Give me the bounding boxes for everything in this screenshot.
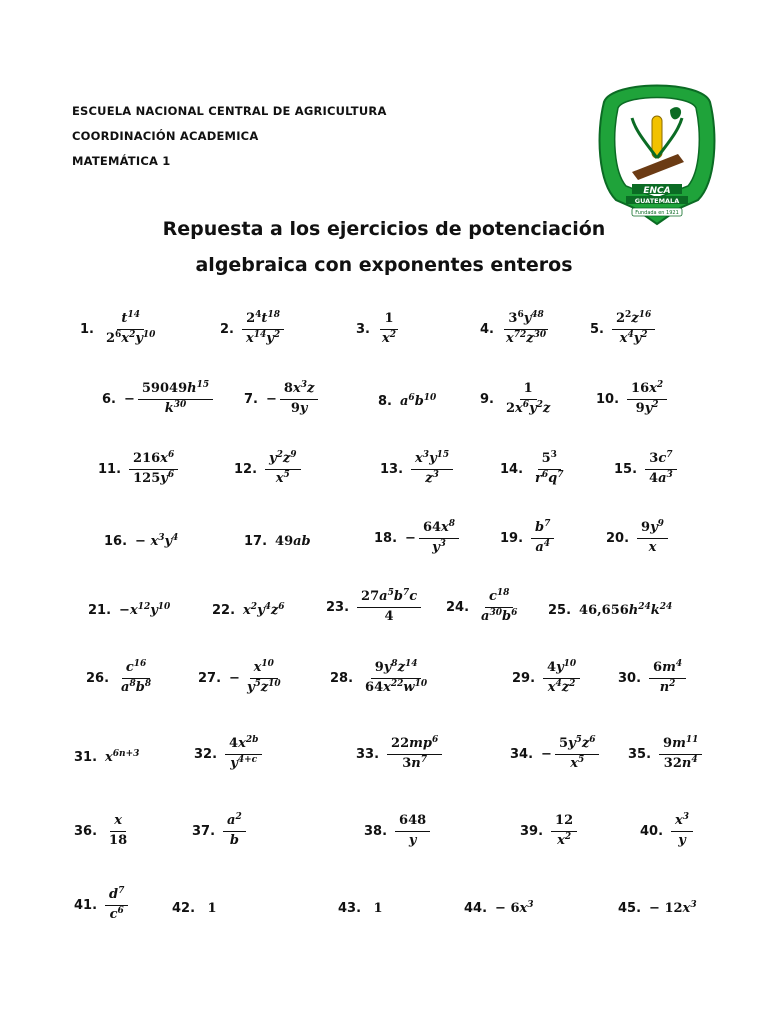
answer-number: 6. xyxy=(102,391,116,407)
answer-41: 41. $\frac{d^7}{c^6}$ xyxy=(74,888,128,923)
answer-17: 17. 49ab xyxy=(244,534,311,549)
answer-number: 28. xyxy=(330,670,354,686)
answer-number: 16. xyxy=(104,534,128,549)
answer-28: 28. $\frac{9y^8z^{14}}{64x^{22}w^{10}}$ xyxy=(330,659,428,695)
answer-number: 45. xyxy=(618,901,642,916)
answer-number: 21. xyxy=(88,603,112,618)
answer-number: 26. xyxy=(86,670,110,686)
answer-number: 15. xyxy=(614,461,638,477)
answer-number: 33. xyxy=(356,746,380,762)
answer-40: 40. $\frac{x^3}{y}$ xyxy=(640,814,693,849)
answer-24: 24. $\frac{c^{18}}{a^{30}b^6}$ xyxy=(446,588,518,624)
answer-7: 7. − $\frac{8x^3z}{9y}$ xyxy=(244,382,318,417)
answer-number: 41. xyxy=(74,897,98,913)
answer-36: 36. $\frac{x}{18}$ xyxy=(74,813,128,848)
answer-number: 7. xyxy=(244,391,258,407)
answer-number: 17. xyxy=(244,534,268,549)
answer-39: 39. $\frac{12}{x^2}$ xyxy=(520,814,577,849)
answer-number: 30. xyxy=(618,670,642,686)
answer-number: 19. xyxy=(500,530,524,546)
answer-26: 26. $\frac{c^{16}}{a^8b^8}$ xyxy=(86,659,152,695)
answer-number: 5. xyxy=(590,321,604,337)
answer-31: 31. $x^{6n+3}$ xyxy=(74,749,140,765)
school-name: ESCUELA NACIONAL CENTRAL DE AGRICULTURA xyxy=(72,104,387,118)
department-name: COORDINACIÓN ACADEMICA xyxy=(72,129,259,143)
answer-number: 43. xyxy=(338,901,362,916)
answer-number: 8. xyxy=(378,394,392,409)
answer-number: 9. xyxy=(480,391,494,407)
answer-5: 5. $\frac{2^2z^{16}}{x^4y^2}$ xyxy=(590,312,655,347)
answer-number: 34. xyxy=(510,746,534,762)
answer-number: 37. xyxy=(192,823,216,839)
answer-30: 30. $\frac{6m^4}{n^2}$ xyxy=(618,661,686,696)
answer-13: 13. $\frac{x^3y^{15}}{z^3}$ xyxy=(380,452,453,487)
answer-6: 6. − $\frac{59049h^{15}}{k^{30}}$ xyxy=(102,382,213,417)
answer-number: 29. xyxy=(512,670,536,686)
answer-number: 1. xyxy=(80,321,94,337)
answer-number: 4. xyxy=(480,321,494,337)
answer-15: 15. $\frac{3c^7}{4a^3}$ xyxy=(614,452,677,487)
answer-number: 36. xyxy=(74,823,98,839)
answer-34: 34. − $\frac{5y^5z^6}{x^5}$ xyxy=(510,737,599,772)
answer-number: 42. xyxy=(172,901,196,916)
answer-2: 2. $\frac{2^4t^{18}}{x^{14}y^2}$ xyxy=(220,312,284,347)
answer-21: 21. $-x^{12}y^{10}$ xyxy=(88,602,171,618)
answer-3: 3. $\frac{1}{x^2}$ xyxy=(356,311,397,346)
answer-42: 42. 1 xyxy=(172,901,217,916)
answer-12: 12. $\frac{y^2z^9}{x^5}$ xyxy=(234,452,301,487)
answer-number: 3. xyxy=(356,321,370,337)
answer-45: 45. − $12x^3$ xyxy=(618,900,697,916)
answer-44: 44. − $6x^3$ xyxy=(464,900,534,916)
course-name: MATEMÁTICA 1 xyxy=(72,154,171,168)
answer-20: 20. $\frac{9y^9}{x}$ xyxy=(606,521,668,556)
answer-38: 38. $\frac{648}{y}$ xyxy=(364,814,430,849)
answer-number: 12. xyxy=(234,461,258,477)
answer-number: 25. xyxy=(548,603,572,618)
answer-number: 32. xyxy=(194,746,218,762)
answer-23: 23. $\frac{27a^5b^7c}{4}$ xyxy=(326,590,421,625)
answer-number: 13. xyxy=(380,461,404,477)
answer-32: 32. $\frac{4x^{2b}}{y^{4+c}}$ xyxy=(194,737,262,772)
answer-33: 33. $\frac{22mp^6}{3n^7}$ xyxy=(356,737,442,772)
answer-number: 18. xyxy=(374,530,398,546)
answer-number: 22. xyxy=(212,603,236,618)
answer-number: 24. xyxy=(446,599,470,615)
answer-16: 16. − $x^3y^4$ xyxy=(104,533,179,549)
answer-35: 35. $\frac{9m^{11}}{32n^4}$ xyxy=(628,737,702,772)
answer-number: 2. xyxy=(220,321,234,337)
answer-1: 1. $\frac{t^{14}}{2^6x^2y^{10}}$ xyxy=(80,310,156,346)
answer-number: 11. xyxy=(98,461,122,477)
logo-country: GUATEMALA xyxy=(634,197,680,205)
answer-25: 25. $46,656h^{24}k^{24}$ xyxy=(548,602,673,618)
answer-29: 29. $\frac{4y^{10}}{x^4z^2}$ xyxy=(512,661,580,696)
answer-10: 10. $\frac{16x^2}{9y^2}$ xyxy=(596,382,667,417)
enca-crest-logo xyxy=(592,74,722,234)
answer-number: 40. xyxy=(640,823,664,839)
answer-number: 23. xyxy=(326,599,350,615)
page-title-line-1: Repuesta a los ejercicios de potenciación xyxy=(162,218,606,240)
answer-number: 39. xyxy=(520,823,544,839)
answer-37: 37. $\frac{a^2}{b}$ xyxy=(192,814,246,849)
answer-8: 8. $a^6b^{10}$ xyxy=(378,393,437,409)
page-title-line-2: algebraica con exponentes enteros xyxy=(195,254,573,276)
answer-number: 35. xyxy=(628,746,652,762)
logo-acronym: ENCA xyxy=(643,186,671,196)
answer-43: 43. 1 xyxy=(338,901,383,916)
answer-19: 19. $\frac{b^7}{a^4}$ xyxy=(500,521,554,556)
answer-11: 11. $\frac{216x^6}{125y^6}$ xyxy=(98,452,178,487)
answer-4: 4. $\frac{3^6y^{48}}{x^{72}z^{30}}$ xyxy=(480,310,547,346)
answer-18: 18. − $\frac{64x^8}{y^3}$ xyxy=(374,521,459,556)
answer-number: 38. xyxy=(364,823,388,839)
answer-number: 10. xyxy=(596,391,620,407)
answer-number: 31. xyxy=(74,750,98,765)
answer-22: 22. $x^2y^4z^6$ xyxy=(212,602,285,618)
answer-9: 9. $\frac{1}{2x^6y^2z}$ xyxy=(480,381,551,416)
answer-27: 27. − $\frac{x^{10}}{y^5z^{10}}$ xyxy=(198,659,281,695)
answer-number: 20. xyxy=(606,530,630,546)
answer-number: 14. xyxy=(500,461,524,477)
answer-14: 14. $\frac{5^3}{r^6q^7}$ xyxy=(500,450,564,486)
logo-founded: Fundada en 1921 xyxy=(635,210,679,216)
answer-number: 44. xyxy=(464,901,488,916)
answer-number: 27. xyxy=(198,670,222,686)
